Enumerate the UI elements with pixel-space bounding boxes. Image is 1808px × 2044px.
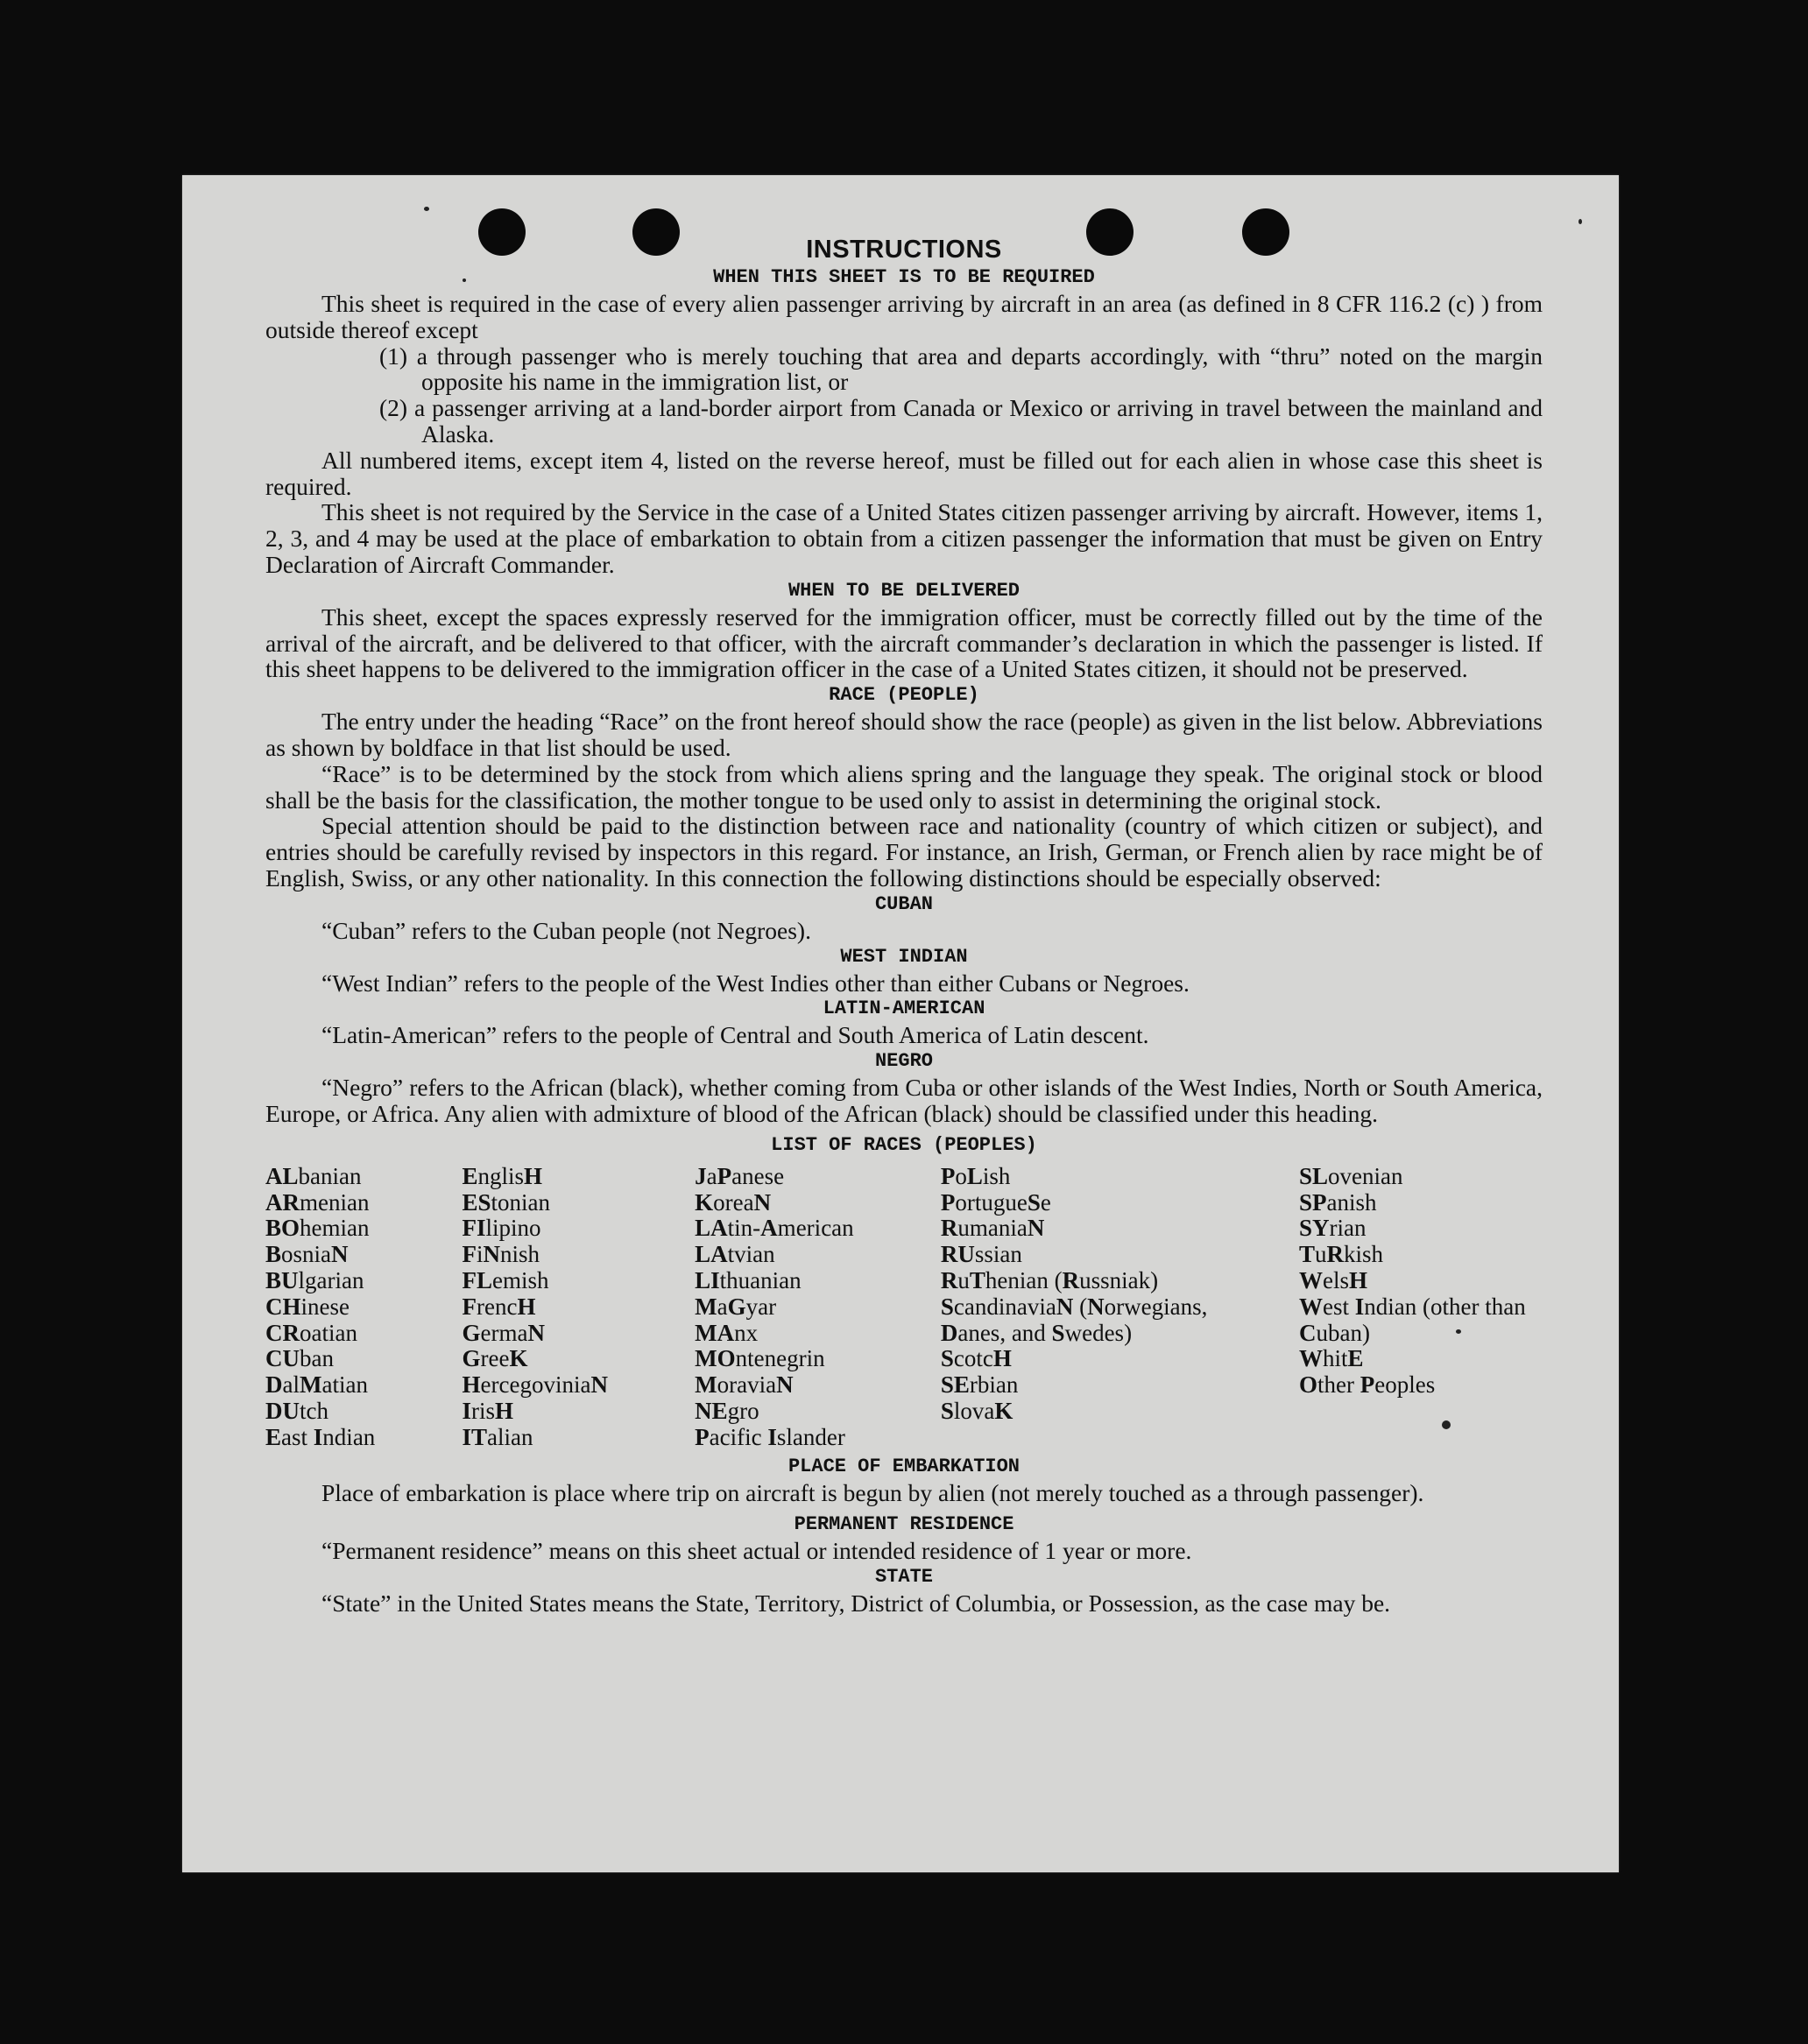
paragraph: This sheet, except the spaces expressly reserved for the immigration officer, must be correctly filled out by the time of the arrival of the aircraft, and be delivered to that officer, with the aircraft commander’s declaration in which the passenger is listed. If this sheet happens to be delivered to the immigration officer in the case of a United States citizen, it should not be preserved. xyxy=(265,603,1543,683)
race-entry: BosniaN xyxy=(265,1241,349,1268)
race-entry: BUlgarian xyxy=(265,1266,364,1293)
race-entry: RUssian xyxy=(940,1241,1022,1268)
race-entry: SlovaK xyxy=(940,1397,1013,1424)
race-entry: BOhemian xyxy=(265,1215,370,1242)
paragraph: This sheet is not required by the Service in the case of a United States citizen passenger arriving by aircraft. However, items 1, 2, 3, and 4 may be used at the place of embarkation to obtain from a citizen passenger the information that must be given on Entry Declaration of Aircraft Commander. xyxy=(265,498,1543,578)
instructions-text xyxy=(265,235,1543,1617)
race-entry: Other Peoples xyxy=(1299,1371,1436,1399)
race-entry: JaPanese xyxy=(695,1162,785,1189)
section-heading-west-indian: WEST INDIAN xyxy=(840,945,968,968)
race-entry: FIlipino xyxy=(462,1215,541,1242)
race-entry: GermaN xyxy=(462,1319,545,1346)
race-entry: MaGyar xyxy=(695,1293,777,1320)
race-entry: EStonian xyxy=(462,1188,551,1216)
race-entry: FrencH xyxy=(462,1293,536,1320)
section-heading-when-delivered: WHEN TO BE DELIVERED xyxy=(787,579,1021,602)
race-entry: SLovenian xyxy=(1299,1162,1403,1189)
race-entry: FiNnish xyxy=(462,1241,540,1268)
ink-speck xyxy=(424,207,429,211)
section-heading-cuban: CUBAN xyxy=(874,892,933,915)
race-entry: KoreaN xyxy=(695,1188,772,1216)
race-entry: East Indian xyxy=(265,1423,376,1450)
race-entry: CUban xyxy=(265,1345,334,1372)
paragraph: The entry under the heading “Race” on the front hereof should show the race (people) as given in the list below. Abbreviations as shown by boldface in that list should be used. xyxy=(265,708,1543,761)
races-column xyxy=(695,1164,854,1451)
race-entry: FLemish xyxy=(462,1266,549,1293)
section-heading-race: RACE (PEOPLE) xyxy=(829,684,979,707)
paragraph: This sheet is required in the case of every alien passenger arriving by aircraft in an area (as defined in 8 CFR 116.2 (c) ) from outside thereof except xyxy=(265,290,1543,343)
race-entry: LAtvian xyxy=(695,1241,775,1268)
ink-speck xyxy=(1578,219,1582,224)
paragraph: “Permanent residence” means on this sheet actual or intended residence of 1 year or more. xyxy=(321,1537,1192,1565)
race-entry: MOntenegrin xyxy=(695,1345,825,1372)
paragraph: Place of embarkation is place where trip on aircraft is begun by alien (not merely touched as a through passenger). xyxy=(321,1479,1424,1507)
paragraph: “Race” is to be determined by the stock from which aliens spring and the language they speak. The original stock or blood shall be the basis for the classification, the mother tongue to be used only to assist in determining the original stock. xyxy=(265,759,1543,814)
race-entry: CHinese xyxy=(265,1293,350,1320)
race-entry: RuThenian (Russniak) xyxy=(940,1266,1159,1293)
race-entry: ScotcH xyxy=(940,1345,1012,1372)
race-entry: CRoatian xyxy=(265,1319,357,1346)
race-entry: ScandinaviaN (Norwegians, Danes, and Swedes) xyxy=(940,1293,1208,1346)
race-entry: Pacific Islander xyxy=(695,1423,845,1450)
race-entry: TuRkish xyxy=(1299,1241,1384,1268)
race-entry: PortugueSe xyxy=(940,1188,1051,1216)
race-entry: IrisH xyxy=(462,1397,514,1424)
races-column xyxy=(265,1164,375,1451)
races-column xyxy=(462,1164,607,1451)
race-entry: HercegoviniaN xyxy=(462,1371,608,1399)
race-entry: MAnx xyxy=(695,1319,759,1346)
races-list xyxy=(265,1164,1543,1451)
races-column xyxy=(1299,1164,1543,1451)
race-entry: ALbanian xyxy=(265,1162,362,1189)
exception-item-2: (2) a passenger arriving at a land-border airport from Canada or Mexico or arriving in travel between the mainland and Alaska. xyxy=(379,394,1543,448)
paragraph: “Cuban” refers to the Cuban people (not Negroes). xyxy=(321,916,811,944)
race-entry: SPanish xyxy=(1299,1188,1377,1216)
race-entry: WhitE xyxy=(1299,1345,1364,1372)
race-entry: DUtch xyxy=(265,1397,328,1424)
document-page xyxy=(182,175,1619,1872)
race-entry: EnglisH xyxy=(462,1162,543,1189)
paragraph: “West Indian” refers to the people of the West Indies other than either Cubans or Negroes. xyxy=(321,969,1190,997)
race-entry: LIthuanian xyxy=(695,1266,802,1293)
race-entry: SErbian xyxy=(940,1371,1019,1399)
race-entry: DalMatian xyxy=(265,1371,368,1399)
section-heading-list-of-races: LIST OF RACES (PEOPLES) xyxy=(771,1133,1037,1156)
races-column xyxy=(941,1164,1212,1451)
race-entry: RumaniaN xyxy=(940,1215,1045,1242)
race-entry: LAtin-American xyxy=(695,1215,854,1242)
paragraph: “State” in the United States means the State, Territory, District of Columbia, or Possession, as the case may be. xyxy=(321,1589,1391,1618)
race-entry: ITalian xyxy=(462,1423,533,1450)
paragraph: All numbered items, except item 4, listed on the reverse hereof, must be filled out for each alien in whose case this sheet is required. xyxy=(265,446,1543,500)
page-title: INSTRUCTIONS xyxy=(806,236,1002,264)
paragraph: Special attention should be paid to the distinction between race and nationality (country of which citizen or subject), and entries should be carefully revised by inspectors in this regard. For instance, an Irish, German, or French alien by race might be of English, Swiss, or any other nationality. In this connection the following distinctions should be especially observed: xyxy=(265,812,1543,892)
paragraph: “Latin-American” refers to the people of Central and South America of Latin descent. xyxy=(321,1021,1149,1049)
section-heading-when-required: WHEN THIS SHEET IS TO BE REQUIRED xyxy=(713,266,1095,288)
race-entry: WelsH xyxy=(1299,1266,1368,1293)
section-heading-state: STATE xyxy=(874,1566,933,1589)
section-heading-negro: NEGRO xyxy=(874,1050,933,1073)
race-entry: NEgro xyxy=(695,1397,759,1424)
section-heading-embarkation: PLACE OF EMBARKATION xyxy=(787,1455,1021,1478)
exception-item-1: (1) a through passenger who is merely touching that area and departs accordingly, with “thru” noted on the margin opposite his name in the immigration list, or xyxy=(379,342,1543,396)
race-entry: PoLish xyxy=(940,1162,1011,1189)
race-entry: GreeK xyxy=(462,1345,528,1372)
paragraph: “Negro” refers to the African (black), whether coming from Cuba or other islands of the West Indies, North or South America, Europe, or Africa. Any alien with admixture of blood of the African (black) should be classified under this heading. xyxy=(265,1074,1543,1127)
race-entry: West Indian (other than Cuban) xyxy=(1299,1293,1526,1346)
race-entry: ARmenian xyxy=(265,1188,370,1216)
section-heading-permanent-residence: PERMANENT RESIDENCE xyxy=(794,1513,1014,1536)
race-entry: MoraviaN xyxy=(695,1371,794,1399)
section-heading-latin-american: LATIN-AMERICAN xyxy=(823,997,985,1020)
race-entry: SYrian xyxy=(1299,1215,1367,1242)
